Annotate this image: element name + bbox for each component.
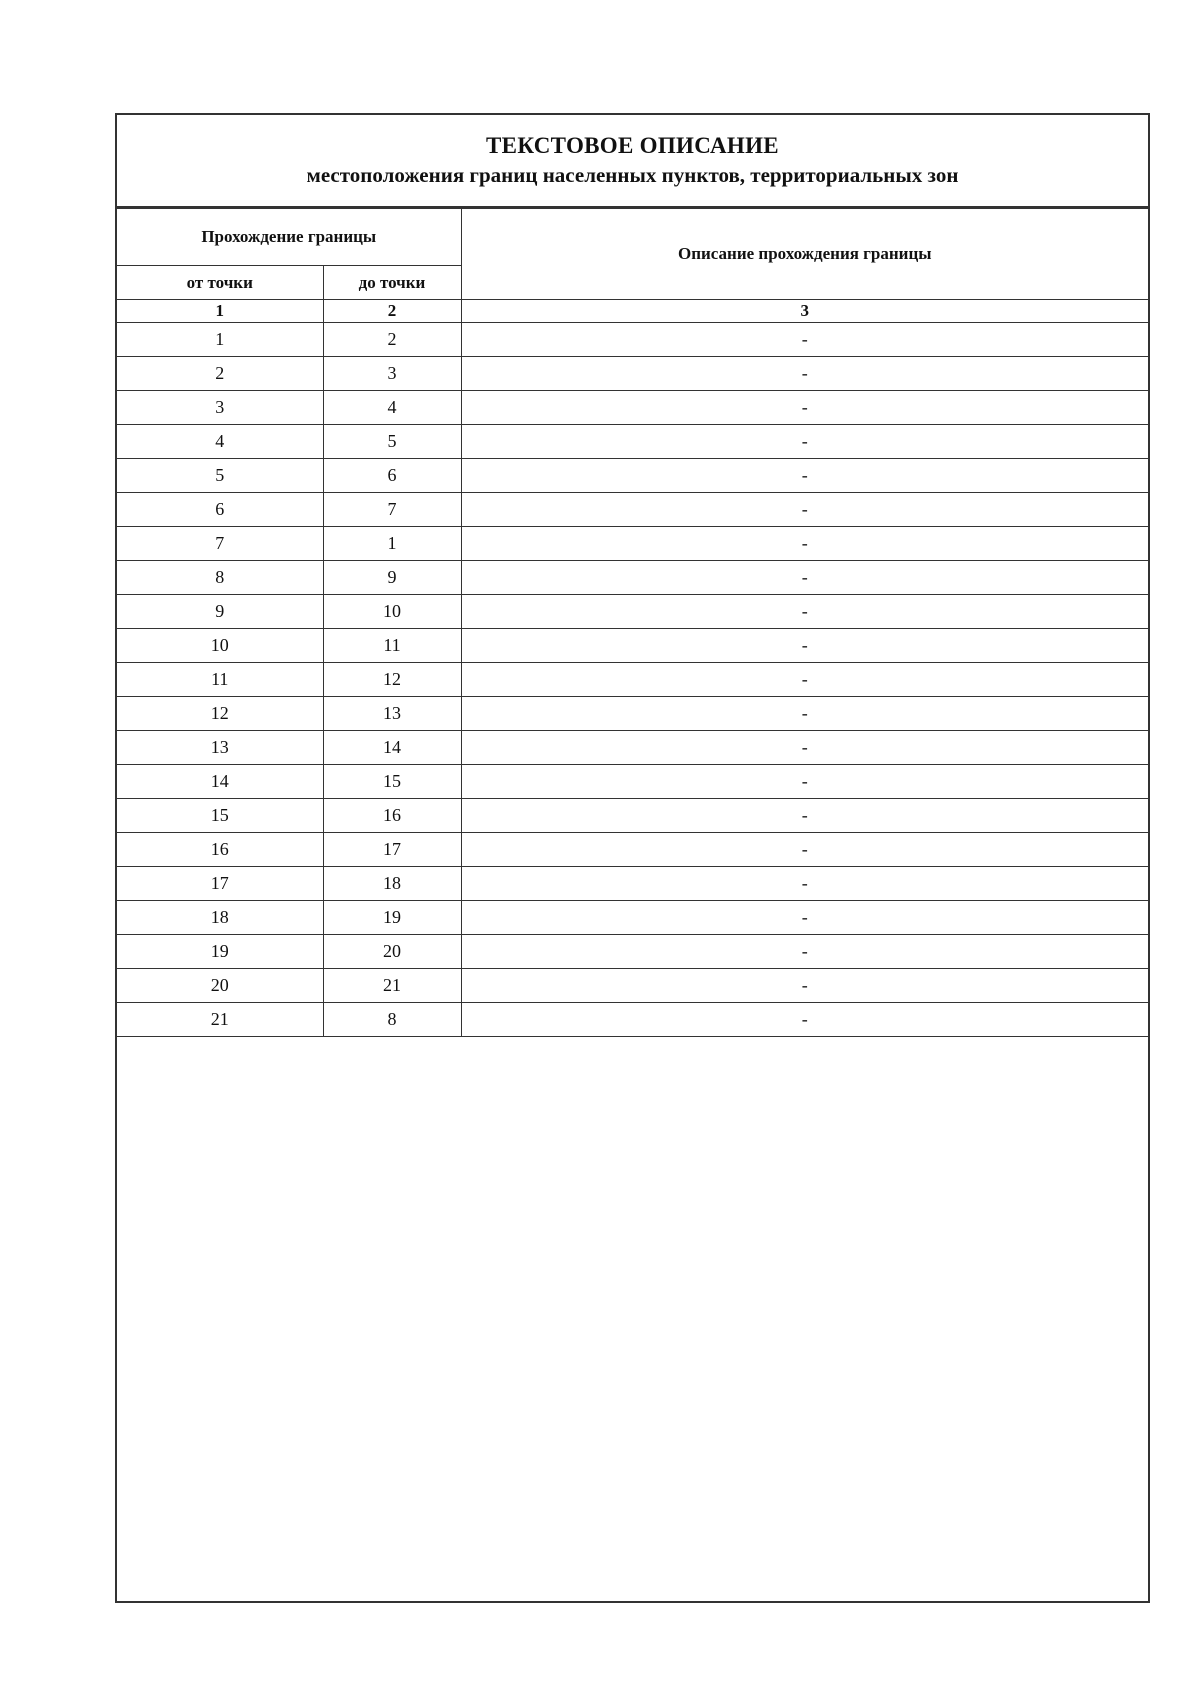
title-block [117,115,1148,208]
table-row [117,969,1148,1003]
row-description: - [461,765,1148,799]
row-description: - [461,595,1148,629]
row-from-point: 14 [117,765,323,799]
row-from-point: 4 [117,425,323,459]
row-to-point: 17 [323,833,461,867]
table-row [117,833,1148,867]
table-body [117,323,1148,1037]
table-row [117,663,1148,697]
row-to-point: 13 [323,697,461,731]
row-from-point: 1 [117,323,323,357]
row-from-point: 3 [117,391,323,425]
row-from-point: 11 [117,663,323,697]
table-row [117,425,1148,459]
row-description: - [461,663,1148,697]
row-from-point: 8 [117,561,323,595]
row-from-point: 15 [117,799,323,833]
header-boundary-passage: Прохождение границы [117,209,461,266]
header-description: Описание прохождения границы [461,209,1148,300]
row-description: - [461,459,1148,493]
row-to-point: 16 [323,799,461,833]
row-description: - [461,935,1148,969]
row-to-point: 7 [323,493,461,527]
header-from-point: от точки [117,266,323,300]
table-row [117,357,1148,391]
boundary-table [117,208,1148,1037]
row-from-point: 18 [117,901,323,935]
row-description: - [461,867,1148,901]
table-row [117,901,1148,935]
row-from-point: 6 [117,493,323,527]
table-row [117,459,1148,493]
row-to-point: 9 [323,561,461,595]
header-to-point: до точки [323,266,461,300]
row-from-point: 17 [117,867,323,901]
document-title: ТЕКСТОВОЕ ОПИСАНИЕ [486,133,779,158]
column-number-1: 1 [117,300,323,323]
table-row [117,799,1148,833]
table-row [117,391,1148,425]
row-description: - [461,697,1148,731]
row-from-point: 19 [117,935,323,969]
table-row [117,493,1148,527]
table-row [117,323,1148,357]
row-to-point: 19 [323,901,461,935]
row-to-point: 5 [323,425,461,459]
row-from-point: 21 [117,1003,323,1037]
row-description: - [461,901,1148,935]
row-to-point: 20 [323,935,461,969]
row-description: - [461,323,1148,357]
row-description: - [461,425,1148,459]
table-row [117,765,1148,799]
column-number-3: 3 [461,300,1148,323]
row-description: - [461,391,1148,425]
row-to-point: 18 [323,867,461,901]
row-to-point: 2 [323,323,461,357]
row-from-point: 9 [117,595,323,629]
table-row [117,629,1148,663]
table-row [117,731,1148,765]
row-description: - [461,731,1148,765]
row-description: - [461,969,1148,1003]
row-from-point: 5 [117,459,323,493]
row-description: - [461,799,1148,833]
row-description: - [461,357,1148,391]
table-row [117,1003,1148,1037]
row-to-point: 11 [323,629,461,663]
document-frame [115,113,1150,1603]
table-row [117,935,1148,969]
row-description: - [461,561,1148,595]
row-to-point: 21 [323,969,461,1003]
row-description: - [461,527,1148,561]
row-from-point: 10 [117,629,323,663]
column-number-2: 2 [323,300,461,323]
row-to-point: 8 [323,1003,461,1037]
row-description: - [461,833,1148,867]
table-row [117,595,1148,629]
row-description: - [461,629,1148,663]
row-to-point: 1 [323,527,461,561]
row-from-point: 2 [117,357,323,391]
row-description: - [461,493,1148,527]
table-row [117,561,1148,595]
row-to-point: 12 [323,663,461,697]
row-to-point: 3 [323,357,461,391]
row-from-point: 7 [117,527,323,561]
row-to-point: 10 [323,595,461,629]
table-row [117,697,1148,731]
document-subtitle: местоположения границ населенных пунктов, территориальных зон [306,163,959,187]
row-to-point: 14 [323,731,461,765]
row-to-point: 15 [323,765,461,799]
table-row [117,867,1148,901]
table-row [117,527,1148,561]
row-from-point: 20 [117,969,323,1003]
row-to-point: 4 [323,391,461,425]
row-description: - [461,1003,1148,1037]
row-from-point: 12 [117,697,323,731]
row-from-point: 13 [117,731,323,765]
row-to-point: 6 [323,459,461,493]
row-from-point: 16 [117,833,323,867]
